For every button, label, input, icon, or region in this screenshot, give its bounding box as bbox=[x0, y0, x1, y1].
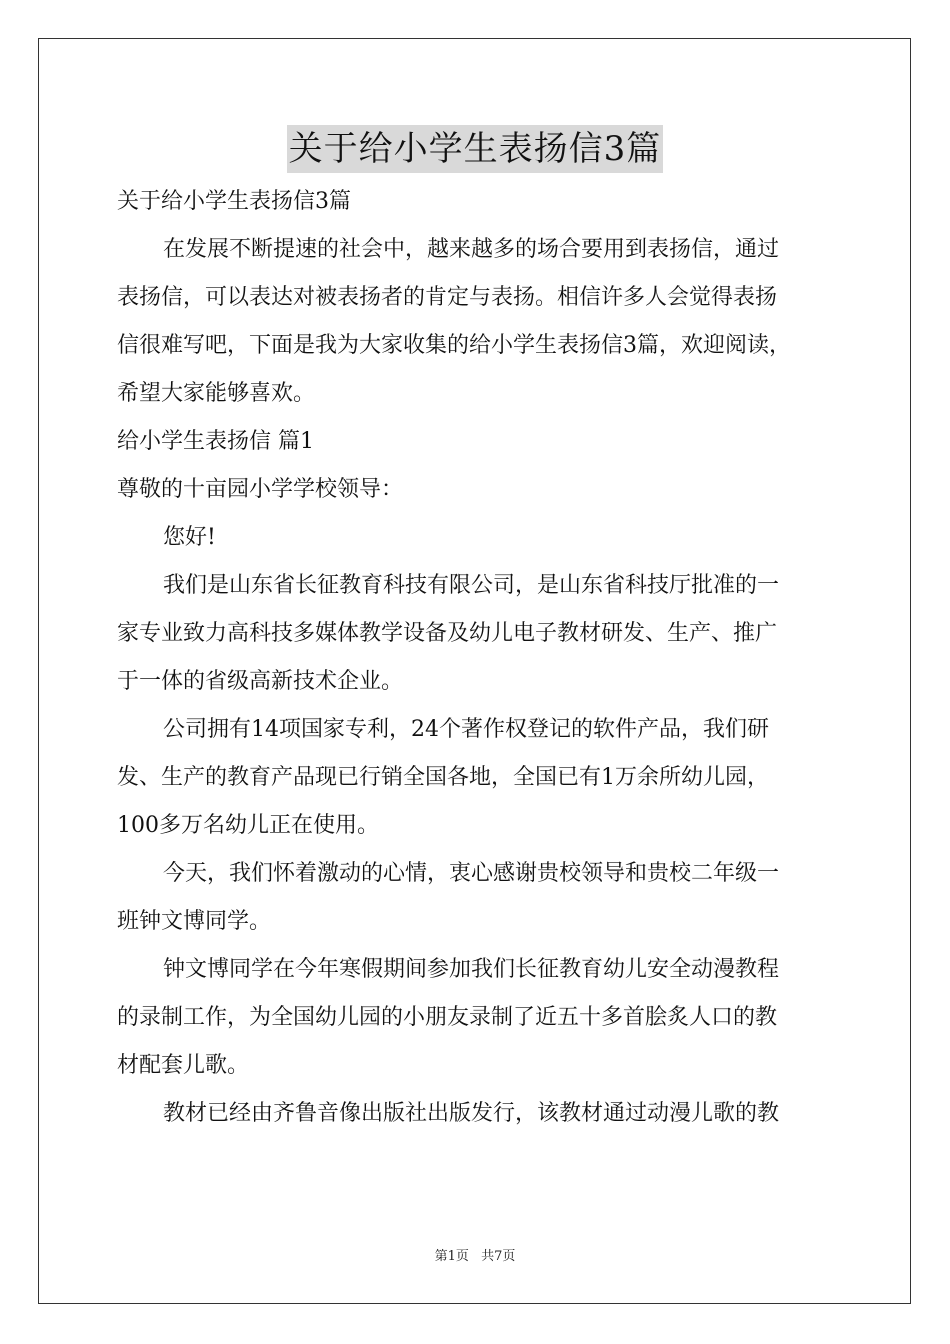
text-line: 今天，我们怀着激动的心情，衷心感谢贵校领导和贵校二年级一 bbox=[163, 861, 780, 886]
title-container bbox=[0, 125, 950, 173]
text-line: 100多万名幼儿正在使用。 bbox=[117, 813, 379, 838]
text-line: 班钟文博同学。 bbox=[117, 909, 272, 934]
document-body bbox=[117, 178, 837, 1138]
text-line: 家专业致力高科技多媒体教学设备及幼儿电子教材研发、生产、推广 bbox=[117, 621, 778, 646]
text-line: 关于给小学生表扬信3篇 bbox=[117, 189, 351, 214]
text-line: 于一体的省级高新技术企业。 bbox=[117, 669, 404, 694]
text-line: 尊敬的十亩园小学学校领导： bbox=[117, 477, 404, 502]
text-line: 发、生产的教育产品现已行销全国各地，全国已有1万余所幼儿园， bbox=[117, 765, 769, 790]
text-line: 钟文博同学在今年寒假期间参加我们长征教育幼儿安全动漫教程 bbox=[163, 957, 780, 982]
page-footer bbox=[0, 1245, 950, 1264]
text-line: 给小学生表扬信 篇1 bbox=[117, 429, 314, 454]
text-line: 我们是山东省长征教育科技有限公司，是山东省科技厅批准的一 bbox=[163, 573, 780, 598]
text-line: 材配套儿歌。 bbox=[117, 1053, 250, 1078]
text-line: 在发展不断提速的社会中，越来越多的场合要用到表扬信，通过 bbox=[163, 237, 780, 262]
text-line: 希望大家能够喜欢。 bbox=[117, 381, 316, 406]
text-line: 公司拥有14项国家专利，24个著作权登记的软件产品，我们研 bbox=[163, 717, 769, 742]
text-line: 的录制工作，为全国幼儿园的小朋友录制了近五十多首脍炙人口的教 bbox=[117, 1005, 778, 1030]
text-line: 教材已经由齐鲁音像出版社出版发行，该教材通过动漫儿歌的教 bbox=[163, 1101, 780, 1126]
text-line: 信很难写吧，下面是我为大家收集的给小学生表扬信3篇，欢迎阅读， bbox=[117, 333, 791, 358]
document-title: 关于给小学生表扬信3篇 bbox=[287, 125, 664, 173]
page-number: 第1页 bbox=[434, 1249, 469, 1264]
page-total: 共7页 bbox=[481, 1249, 516, 1264]
text-line: 您好! bbox=[163, 525, 216, 550]
text-line: 表扬信，可以表达对被表扬者的肯定与表扬。相信许多人会觉得表扬 bbox=[117, 285, 778, 310]
